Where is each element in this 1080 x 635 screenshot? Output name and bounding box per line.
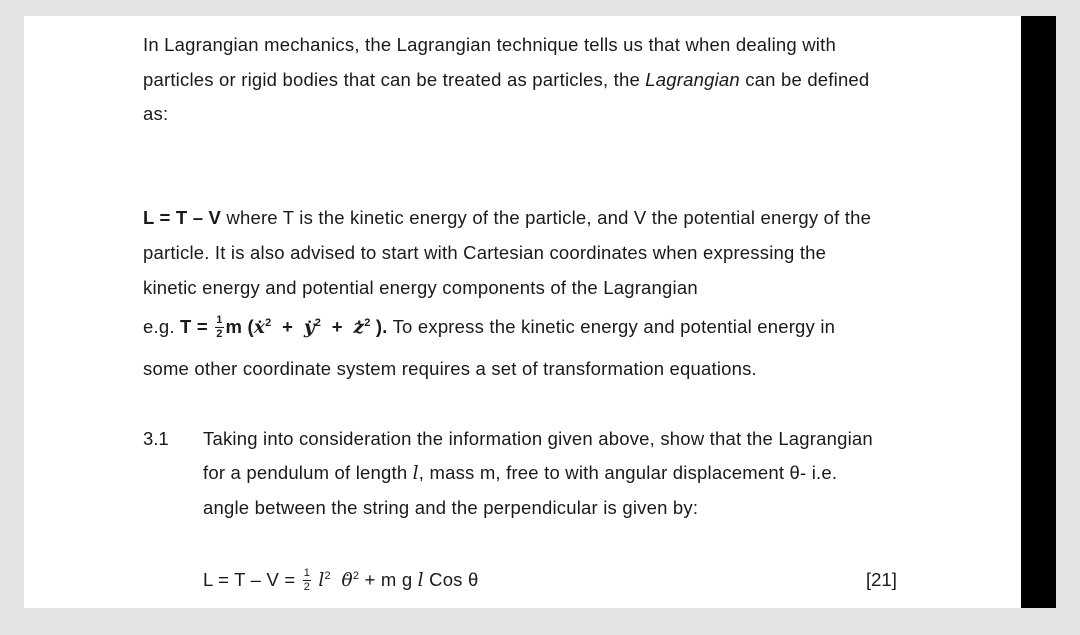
formula-cos: Cos θ — [423, 569, 479, 590]
eg-frac-den: 2 — [216, 327, 223, 340]
length-symbol: l — [412, 463, 419, 484]
formula-theta-sq: 2 — [352, 570, 360, 582]
formula-frac-den: 2 — [303, 580, 311, 593]
definition-example-line — [143, 315, 835, 341]
intro-line-2-pre: particles or rigid bodies that can be treated as particles, the — [143, 69, 646, 90]
formula-l: l — [318, 570, 325, 591]
formula-l-sq: 2 — [324, 570, 331, 582]
formula-fraction — [303, 568, 311, 593]
eg-T: T = — [180, 316, 214, 337]
eg-m: m ( — [225, 316, 254, 337]
right-edge-bar — [1021, 16, 1056, 608]
eg-plus-2: + — [331, 316, 343, 337]
eg-frac-num: 1 — [216, 313, 223, 326]
intro-line-1: In Lagrangian mechanics, the Lagrangian technique tells us that when dealing with — [143, 34, 836, 55]
formula-plus-mg: + m g — [359, 569, 418, 590]
eg-fraction — [215, 315, 223, 340]
question-line-2 — [203, 461, 837, 486]
definition-line-1-rest: where T is the kinetic energy of the particle, and V the potential energy of the — [221, 207, 872, 228]
intro-line-2-post: can be defined — [739, 69, 870, 90]
eg-xdot: . x — [254, 316, 265, 340]
eg-close: ). — [370, 316, 388, 337]
formula-thetadot: . θ — [342, 569, 353, 593]
question-line-3: angle between the string and the perpendicular is given by: — [203, 497, 699, 518]
eg-plus-1: + — [282, 316, 294, 337]
definition-line-3: kinetic energy and potential energy components of the Lagrangian — [143, 277, 698, 298]
lagrangian-equation: L = T – V — [143, 207, 222, 228]
formula-l-2: l — [417, 570, 424, 591]
intro-line-2 — [143, 68, 869, 92]
question-number: 3.1 — [143, 428, 169, 449]
eg-x-sq: 2 — [265, 317, 272, 329]
eg-ydot: . y — [304, 316, 315, 340]
eg-rest: To express the kinetic energy and potential energy in — [387, 316, 836, 337]
eg-z-sq: 2 — [364, 317, 371, 329]
question-line-1: Taking into consideration the information given above, show that the Lagrangian — [203, 428, 873, 449]
eg-zdot: . z — [354, 316, 365, 340]
marks-label: [21] — [866, 569, 897, 590]
definition-line-1 — [143, 206, 871, 230]
intro-line-3: as: — [143, 103, 169, 124]
question-line-2-pre: for a pendulum of length — [203, 462, 413, 483]
intro-lagrangian-emphasis: Lagrangian — [645, 69, 740, 90]
eg-kinetic-formula — [180, 313, 388, 340]
eg-prefix: e.g. — [143, 316, 180, 337]
question-line-2-post: , mass m, free to with angular displacement θ- i.e. — [418, 462, 838, 483]
formula-frac-num: 1 — [303, 566, 311, 579]
formula-pre: L = T – V = — [203, 569, 301, 590]
eg-y-sq: 2 — [314, 317, 322, 329]
pendulum-lagrangian-formula — [203, 568, 478, 594]
definition-line-2: particle. It is also advised to start with Cartesian coordinates when expressing the — [143, 242, 827, 263]
definition-line-5: some other coordinate system requires a set of transformation equations. — [143, 358, 757, 379]
